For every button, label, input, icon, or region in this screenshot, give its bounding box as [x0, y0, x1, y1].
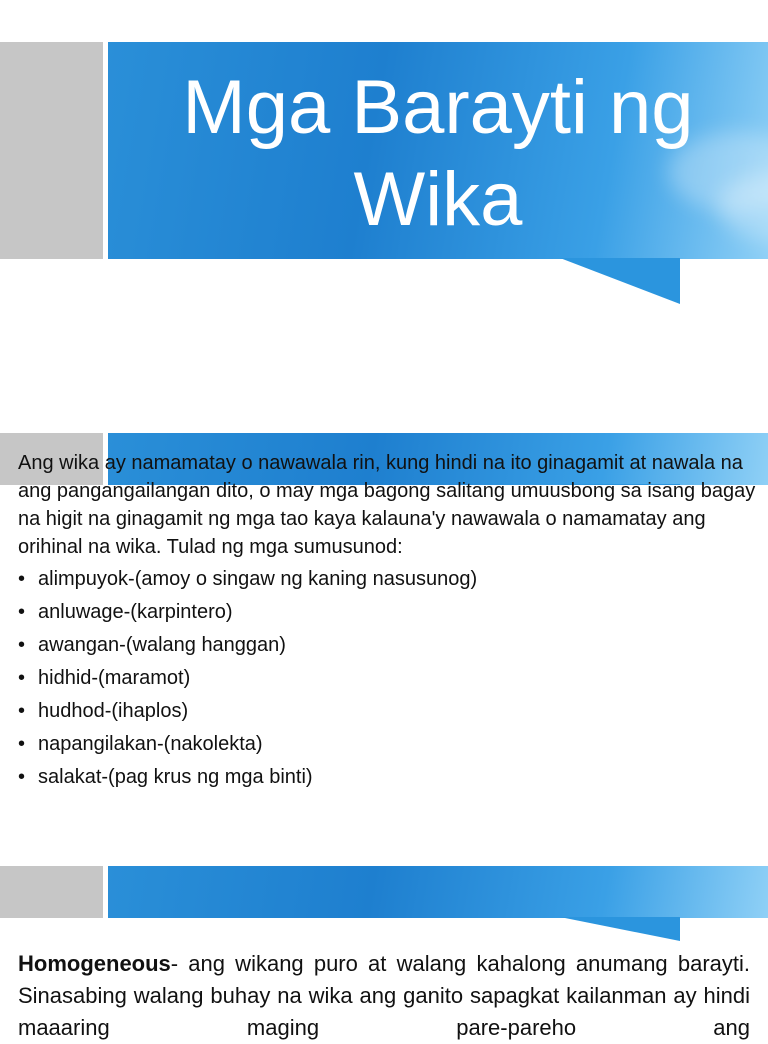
slide-title-line-1: Mga Barayti ng	[182, 65, 694, 150]
section-banner-3	[108, 866, 768, 918]
list-item: • napangilakan-(nakolekta)	[18, 728, 758, 761]
title-banner-tail	[560, 258, 682, 306]
slide-3-body	[18, 948, 750, 1044]
list-item: • hidhid-(maramot)	[18, 662, 758, 695]
homogeneous-term: Homogeneous	[18, 951, 171, 976]
intro-paragraph: Ang wika ay namamatay o nawawala rin, kung hindi na ito ginagamit at nawala na ang pangangailangan dito, o may mga bagong salitang umuusbong sa isang bagay na higit na ginagamit ng mga tao kaya kalauna'y nawawala o namamatay ang orihinal na wika. Tulad ng mga sumusunod:	[18, 452, 756, 558]
list-item: • hudhod-(ihaplos)	[18, 695, 758, 728]
section-banner-3-tail	[560, 917, 682, 943]
slide-title	[108, 62, 768, 246]
list-item: • awangan-(walang hanggan)	[18, 629, 758, 662]
list-item: • anluwage-(karpintero)	[18, 596, 758, 629]
term-list	[18, 563, 758, 794]
slide-2-body	[18, 449, 758, 794]
banner-gray-block-3	[0, 866, 103, 918]
list-item: • salakat-(pag krus ng mga binti)	[18, 761, 758, 794]
banner-gray-block-1	[0, 42, 103, 259]
homogeneous-definition: - ang wikang puro at walang kahalong anumang barayti. Sinasabing walang buhay na wika ang ganito sapagkat kailanman ay hindi maaaring maging pare-pareho ang	[18, 951, 750, 1040]
list-item: • alimpuyok-(amoy o singaw ng kaning nasusunog)	[18, 563, 758, 596]
slide-title-line-2: Wika	[353, 157, 523, 242]
